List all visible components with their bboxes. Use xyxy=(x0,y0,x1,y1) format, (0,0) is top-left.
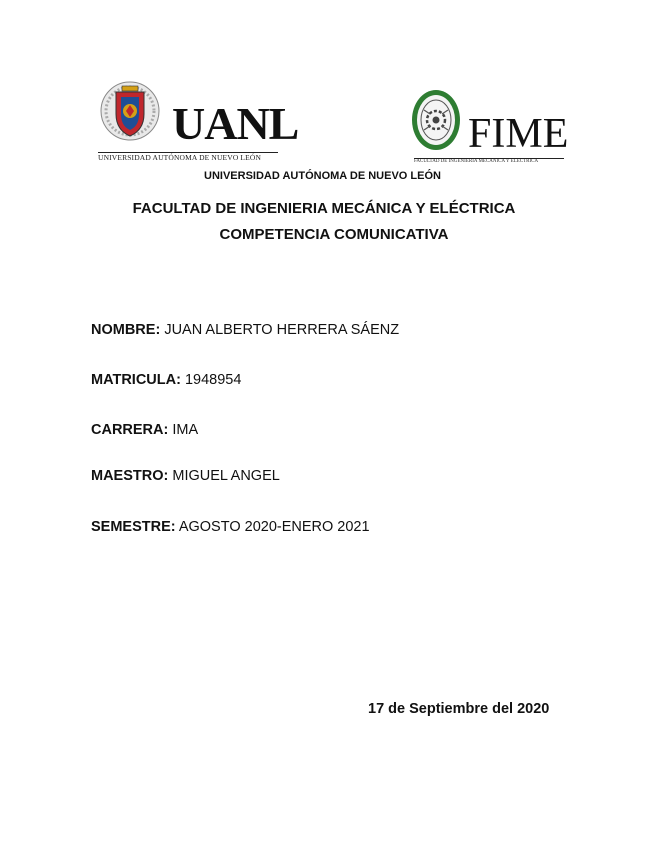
fime-caption: FACULTAD DE INGENIERÍA MECÁNICA Y ELÉCTRICA xyxy=(414,159,539,164)
document-date: 17 de Septiembre del 2020 xyxy=(368,701,550,717)
fime-wordmark: FIME xyxy=(468,111,569,157)
teacher-field xyxy=(91,468,280,484)
semester-value: AGOSTO 2020-ENERO 2021 xyxy=(178,519,370,535)
uanl-crest-icon xyxy=(100,80,160,146)
uanl-caption: UNIVERSIDAD AUTÓNOMA DE NUEVO LEÓN xyxy=(98,153,262,162)
teacher-value: MIGUEL ANGEL xyxy=(172,468,280,484)
faculty-name: FACULTAD DE INGENIERIA MECÁNICA Y ELÉCTRICA xyxy=(132,200,516,217)
career-label: CARRERA: xyxy=(91,422,169,438)
career-value: IMA xyxy=(172,422,199,438)
university-name: UNIVERSIDAD AUTÓNOMA DE NUEVO LEÓN xyxy=(204,170,441,182)
semester-field xyxy=(91,519,370,535)
name-value: JUAN ALBERTO HERRERA SÁENZ xyxy=(164,322,400,338)
fime-logo xyxy=(410,88,569,168)
subject-name: COMPETENCIA COMUNICATIVA xyxy=(219,226,449,243)
id-field xyxy=(91,372,241,388)
teacher-label: MAESTRO: xyxy=(91,468,169,484)
fime-seal-icon xyxy=(410,88,462,154)
name-field xyxy=(91,322,399,338)
name-label: NOMBRE: xyxy=(91,322,161,338)
uanl-wordmark: UANL xyxy=(172,98,299,149)
id-value: 1948954 xyxy=(184,372,242,388)
uanl-logo xyxy=(98,80,299,164)
career-field xyxy=(91,422,198,438)
semester-label: SEMESTRE: xyxy=(91,519,176,535)
id-label: MATRICULA: xyxy=(91,372,181,388)
